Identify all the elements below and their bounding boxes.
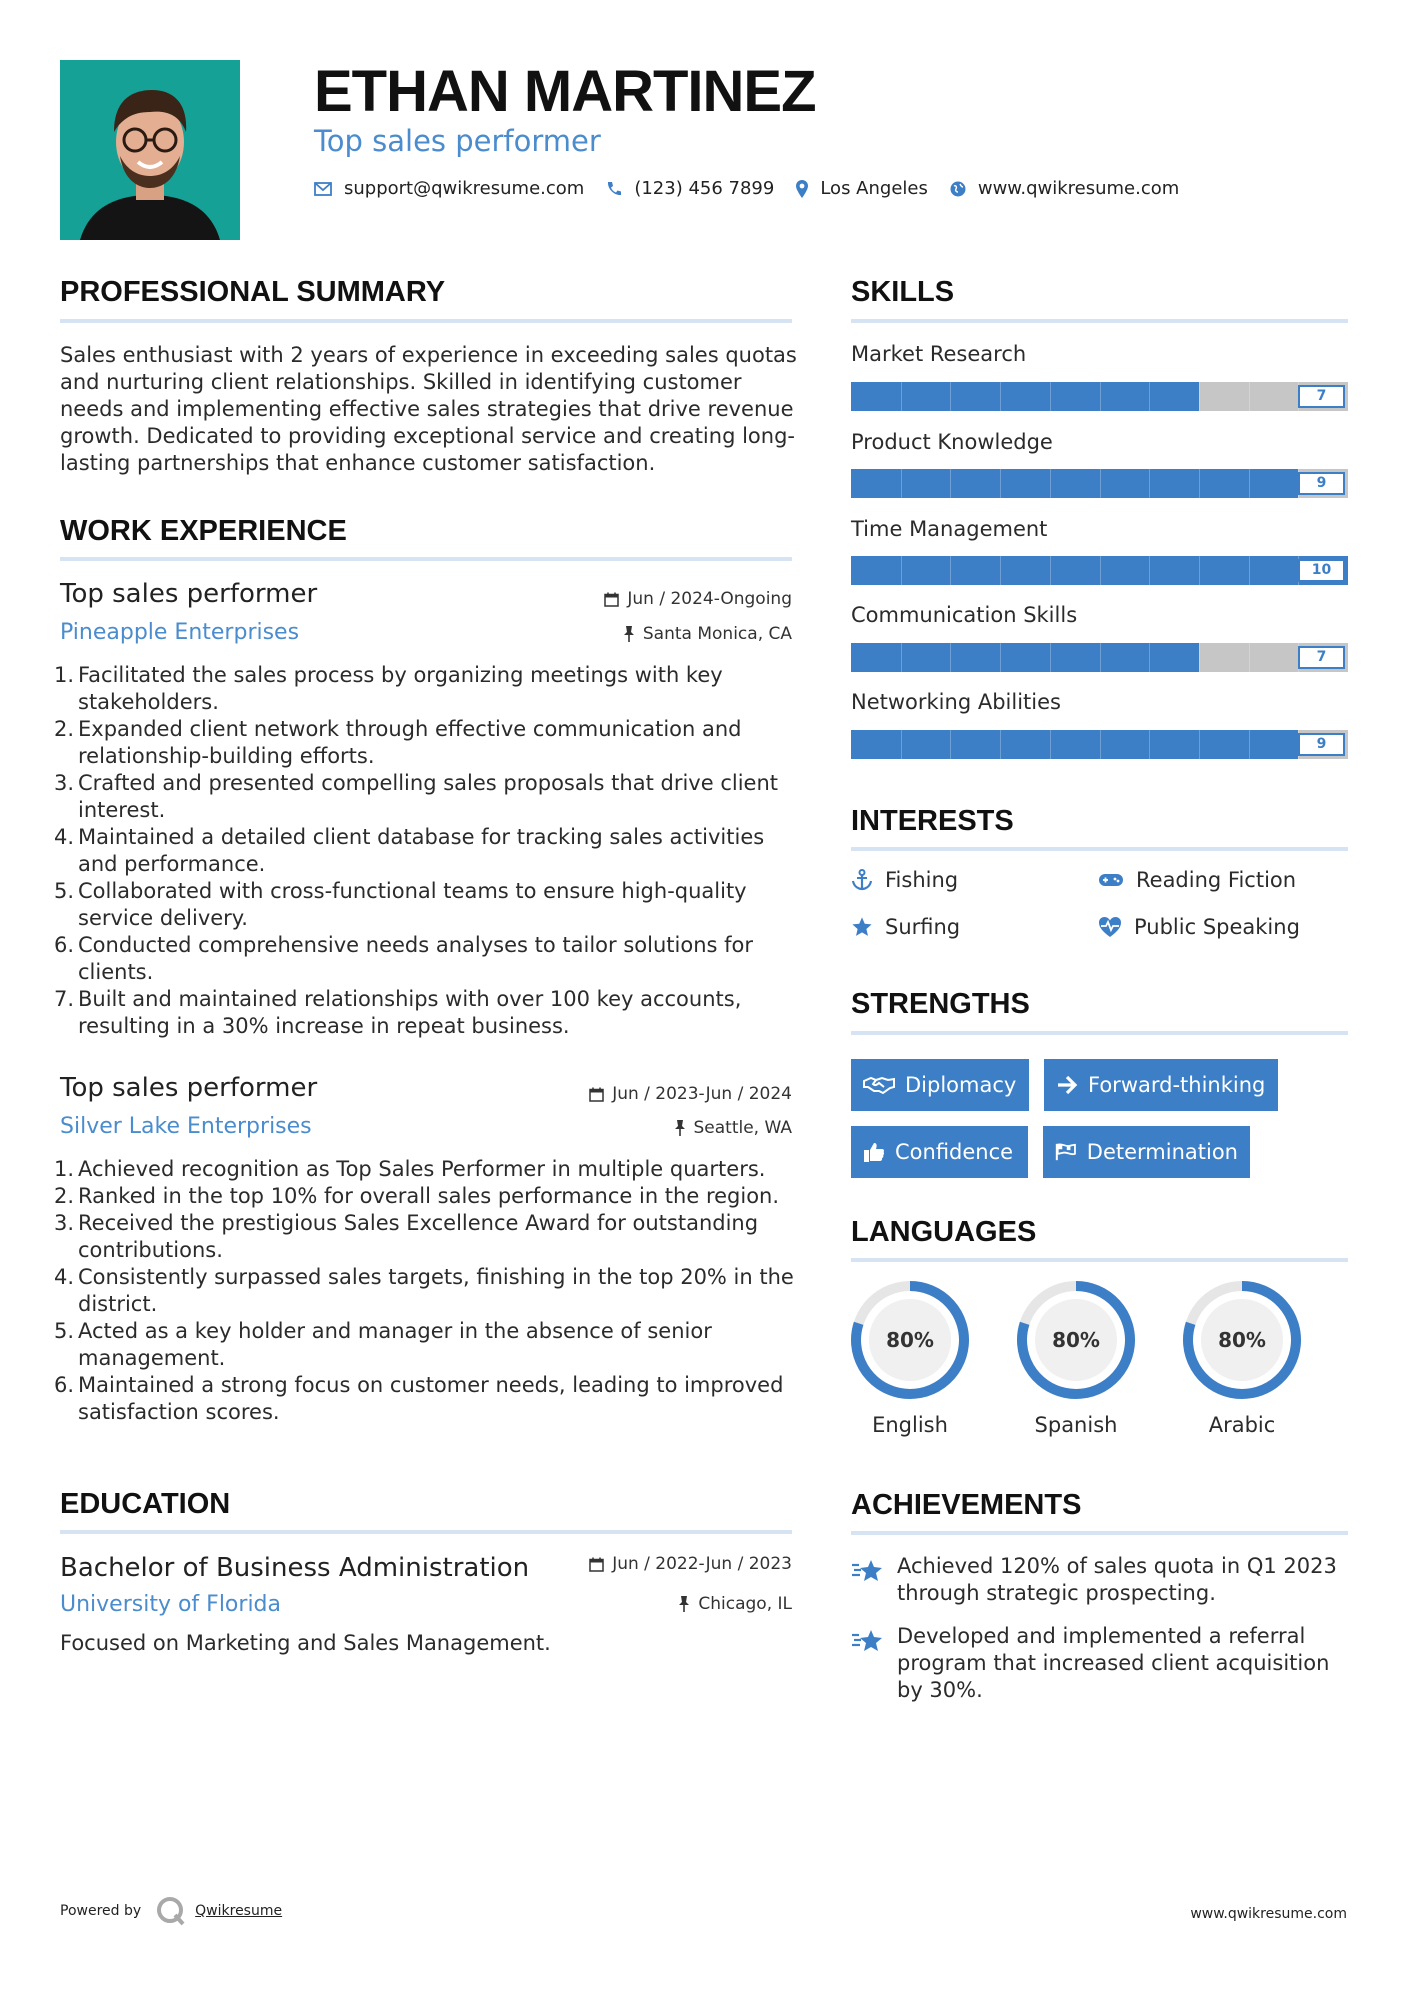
qwikresume-logo-icon (155, 1895, 187, 1927)
job-2-location (674, 1118, 793, 1138)
pin-icon (623, 626, 635, 642)
skill-value: 9 (1298, 733, 1345, 756)
skill-bar-tick (1050, 556, 1051, 585)
language-name: Spanish (1034, 1413, 1118, 1437)
skill-bar-tick (1249, 382, 1250, 411)
education-note: Focused on Marketing and Sales Management. (60, 1631, 551, 1655)
job-1-company: Pineapple Enterprises (60, 620, 300, 645)
achievements-divider (851, 1531, 1348, 1535)
skill-bar-tick (1149, 382, 1150, 411)
education-location (678, 1594, 792, 1614)
skill-bar-tick (1149, 730, 1150, 759)
education-dates-text: Jun / 2022-Jun / 2023 (612, 1554, 792, 1574)
skill-bar (851, 643, 1348, 672)
strengths-divider (851, 1031, 1348, 1035)
language-percent: 80% (1218, 1328, 1266, 1352)
list-item: 4. Maintained a detailed client database for tracking sales activities and performance. (54, 825, 765, 876)
skill-bar-tick (1000, 730, 1001, 759)
skill-bar-tick (950, 643, 951, 672)
language-item (1181, 1279, 1303, 1437)
list-item: 2. Ranked in the top 10% for overall sales performance in the region. (54, 1184, 780, 1208)
list-item: 5. Acted as a key holder and manager in the absence of senior management. (54, 1319, 712, 1370)
job-2-dates (589, 1084, 792, 1104)
skill-bar-tick (901, 556, 902, 585)
language-item (1015, 1279, 1137, 1437)
skill-bar-tick (1249, 469, 1250, 498)
languages-divider (851, 1258, 1348, 1262)
skill-bar-fill (851, 730, 1298, 759)
skill-bar-tick (1149, 643, 1150, 672)
website-text: www.qwikresume.com (977, 178, 1180, 199)
language-percent: 80% (1052, 1328, 1100, 1352)
achievement-item: Developed and implemented a referral program that increased client acquisition by 30%. (851, 1623, 1348, 1704)
email-text: support@qwikresume.com (344, 178, 585, 199)
skill-bar-tick (1050, 730, 1051, 759)
globe-icon (950, 181, 966, 197)
flag-icon (1055, 1142, 1077, 1162)
skill-bar-tick (1050, 469, 1051, 498)
skill-bar-fill (851, 469, 1298, 498)
skill-bar-tick (950, 730, 951, 759)
skill-bar-tick (1199, 469, 1200, 498)
skill-bar-tick (1100, 382, 1101, 411)
pin-icon (678, 1596, 690, 1612)
list-item: 4. Consistently surpassed sales targets, finishing in the top 20% in the district. (54, 1265, 794, 1316)
profile-photo (60, 60, 240, 240)
list-item: 3. Received the prestigious Sales Excellence Award for outstanding contributions. (54, 1211, 759, 1262)
strength-badge: Forward-thinking (1044, 1059, 1278, 1111)
skill-bar-tick (950, 382, 951, 411)
summary-title: PROFESSIONAL SUMMARY (60, 276, 446, 308)
anchor-icon (851, 869, 873, 891)
list-item: 6. Conducted comprehensive needs analyses to tailor solutions for clients. (54, 933, 753, 984)
skill-bar-tick (901, 382, 902, 411)
language-percent: 80% (886, 1328, 934, 1352)
skill-bar-tick (1000, 382, 1001, 411)
pin-icon (674, 1120, 686, 1136)
interest-item: Surfing (851, 915, 960, 939)
interest-item: Fishing (851, 868, 958, 892)
language-name: English (872, 1413, 948, 1437)
experience-divider (60, 557, 792, 561)
interest-item: Public Speaking (1098, 915, 1300, 939)
job-1-location-text: Santa Monica, CA (642, 624, 792, 644)
heartbeat-icon (1098, 916, 1122, 938)
skill-label: Market Research (851, 342, 1027, 366)
skill-label: Communication Skills (851, 603, 1078, 627)
job-2-title: Top sales performer (60, 1073, 318, 1103)
skill-bar-tick (1100, 643, 1101, 672)
contact-bar (314, 178, 1201, 199)
shooting-star-icon (851, 1627, 885, 1655)
skill-value: 7 (1298, 385, 1345, 408)
envelope-icon (314, 182, 332, 196)
gamepad-icon (1098, 872, 1124, 888)
handshake-icon (863, 1075, 895, 1095)
summary-divider (60, 319, 792, 323)
skill-bar-tick (1000, 643, 1001, 672)
skill-bar-tick (1249, 556, 1250, 585)
skills-title: SKILLS (851, 276, 955, 308)
calendar-icon (604, 592, 619, 607)
skills-divider (851, 319, 1348, 323)
achievement-item: Achieved 120% of sales quota in Q1 2023 through strategic prospecting. (851, 1553, 1348, 1607)
candidate-name: ETHAN MARTINEZ (314, 59, 816, 124)
footer-powered-by (60, 1895, 282, 1927)
summary-text: Sales enthusiast with 2 years of experience in exceeding sales quotas and nurturing client relationships. Skilled in identifying customer needs and implementing effective sales strategies that drive revenue growth. Dedicated to providing exceptional service and creating long-lasting partnerships that enhance customer satisfaction. (60, 343, 797, 475)
thumbs-up-icon (863, 1141, 885, 1163)
skill-bar-tick (901, 469, 902, 498)
skill-bar-tick (1249, 730, 1250, 759)
language-gauge (1015, 1279, 1137, 1401)
skill-bar (851, 556, 1348, 585)
footer-website[interactable]: www.qwikresume.com (1190, 1906, 1347, 1922)
skill-bar-tick (1199, 730, 1200, 759)
list-item: 1. Achieved recognition as Top Sales Performer in multiple quarters. (54, 1157, 766, 1181)
job-2-dates-text: Jun / 2023-Jun / 2024 (612, 1084, 792, 1104)
skill-bar-tick (1000, 469, 1001, 498)
list-item: 2. Expanded client network through effective communication and relationship-building efforts. (54, 717, 742, 768)
skill-bar-tick (1100, 730, 1101, 759)
shooting-star-icon (851, 1557, 885, 1585)
skill-bar-tick (1050, 643, 1051, 672)
skill-bar (851, 730, 1348, 759)
calendar-icon (589, 1557, 604, 1572)
powered-by-text: Powered by (60, 1903, 142, 1919)
job-1-bullets (54, 662, 798, 1040)
skill-bar-tick (950, 469, 951, 498)
education-divider (60, 1530, 792, 1534)
language-name: Arabic (1208, 1413, 1276, 1437)
skill-bar-tick (950, 556, 951, 585)
skill-bar-tick (901, 643, 902, 672)
language-gauge (1181, 1279, 1303, 1401)
candidate-role: Top sales performer (314, 124, 601, 158)
job-1-title: Top sales performer (60, 579, 318, 609)
interests-divider (851, 847, 1348, 851)
arrow-right-icon (1056, 1075, 1078, 1095)
list-item: 5. Collaborated with cross-functional teams to ensure high-quality service delivery. (54, 879, 747, 930)
strength-badge: Determination (1043, 1126, 1250, 1178)
qwikresume-link[interactable]: Qwikresume (195, 1903, 283, 1919)
strength-badge: Confidence (851, 1126, 1028, 1178)
education-location-text: Chicago, IL (698, 1594, 792, 1614)
skill-value: 9 (1298, 472, 1345, 495)
job-1-location (623, 624, 792, 644)
skill-bar (851, 469, 1348, 498)
contact-website[interactable] (950, 178, 1179, 199)
skill-label: Networking Abilities (851, 690, 1061, 714)
job-2-company: Silver Lake Enterprises (60, 1114, 312, 1139)
skill-bar-tick (901, 730, 902, 759)
skill-bar-fill (851, 382, 1199, 411)
languages-title: LANGUAGES (851, 1216, 1037, 1248)
skill-label: Product Knowledge (851, 430, 1053, 454)
skill-bar-tick (1000, 556, 1001, 585)
list-item: 3. Crafted and presented compelling sales proposals that drive client interest. (54, 771, 778, 822)
phone-icon (606, 181, 622, 197)
skill-bar-tick (1100, 469, 1101, 498)
skill-bar-tick (1199, 382, 1200, 411)
job-1-dates-text: Jun / 2024-Ongoing (627, 589, 792, 609)
skill-value: 7 (1298, 646, 1345, 669)
list-item: 7. Built and maintained relationships with over 100 key accounts, resulting in a 30% increase in repeat business. (54, 987, 742, 1038)
skill-label: Time Management (851, 517, 1048, 541)
skill-bar-tick (1149, 469, 1150, 498)
job-2-location-text: Seattle, WA (693, 1118, 792, 1138)
skill-bar-tick (1249, 643, 1250, 672)
strength-badge: Diplomacy (851, 1059, 1029, 1111)
job-2-bullets (54, 1156, 798, 1426)
location-text: Los Angeles (820, 178, 928, 199)
skill-bar-fill (851, 643, 1199, 672)
strengths-title: STRENGTHS (851, 988, 1030, 1020)
phone-text: (123) 456 7899 (634, 178, 775, 199)
education-title: EDUCATION (60, 1488, 231, 1520)
experience-title: WORK EXPERIENCE (60, 515, 347, 547)
language-item (849, 1279, 971, 1437)
list-item: 1. Facilitated the sales process by organizing meetings with key stakeholders. (54, 663, 723, 714)
interest-item: Reading Fiction (1098, 868, 1296, 892)
achievements-title: ACHIEVEMENTS (851, 1489, 1082, 1521)
degree-title: Bachelor of Business Administration (60, 1553, 530, 1583)
skill-bar-tick (1149, 556, 1150, 585)
job-1-dates (604, 589, 792, 609)
interests-title: INTERESTS (851, 805, 1014, 837)
contact-location (796, 178, 928, 199)
map-marker-icon (796, 180, 808, 198)
contact-phone[interactable] (606, 178, 774, 199)
skill-bar (851, 382, 1348, 411)
contact-email[interactable] (314, 178, 584, 199)
skill-bar-tick (1050, 382, 1051, 411)
skill-bar-tick (1100, 556, 1101, 585)
list-item: 6. Maintained a strong focus on customer needs, leading to improved satisfaction scores. (54, 1373, 784, 1424)
skill-bar-tick (1199, 643, 1200, 672)
skill-bar-tick (1199, 556, 1200, 585)
education-dates (589, 1554, 792, 1574)
language-gauge (849, 1279, 971, 1401)
school-name: University of Florida (60, 1592, 281, 1617)
calendar-icon (589, 1087, 604, 1102)
star-icon (851, 916, 873, 938)
skill-value: 10 (1298, 559, 1345, 582)
